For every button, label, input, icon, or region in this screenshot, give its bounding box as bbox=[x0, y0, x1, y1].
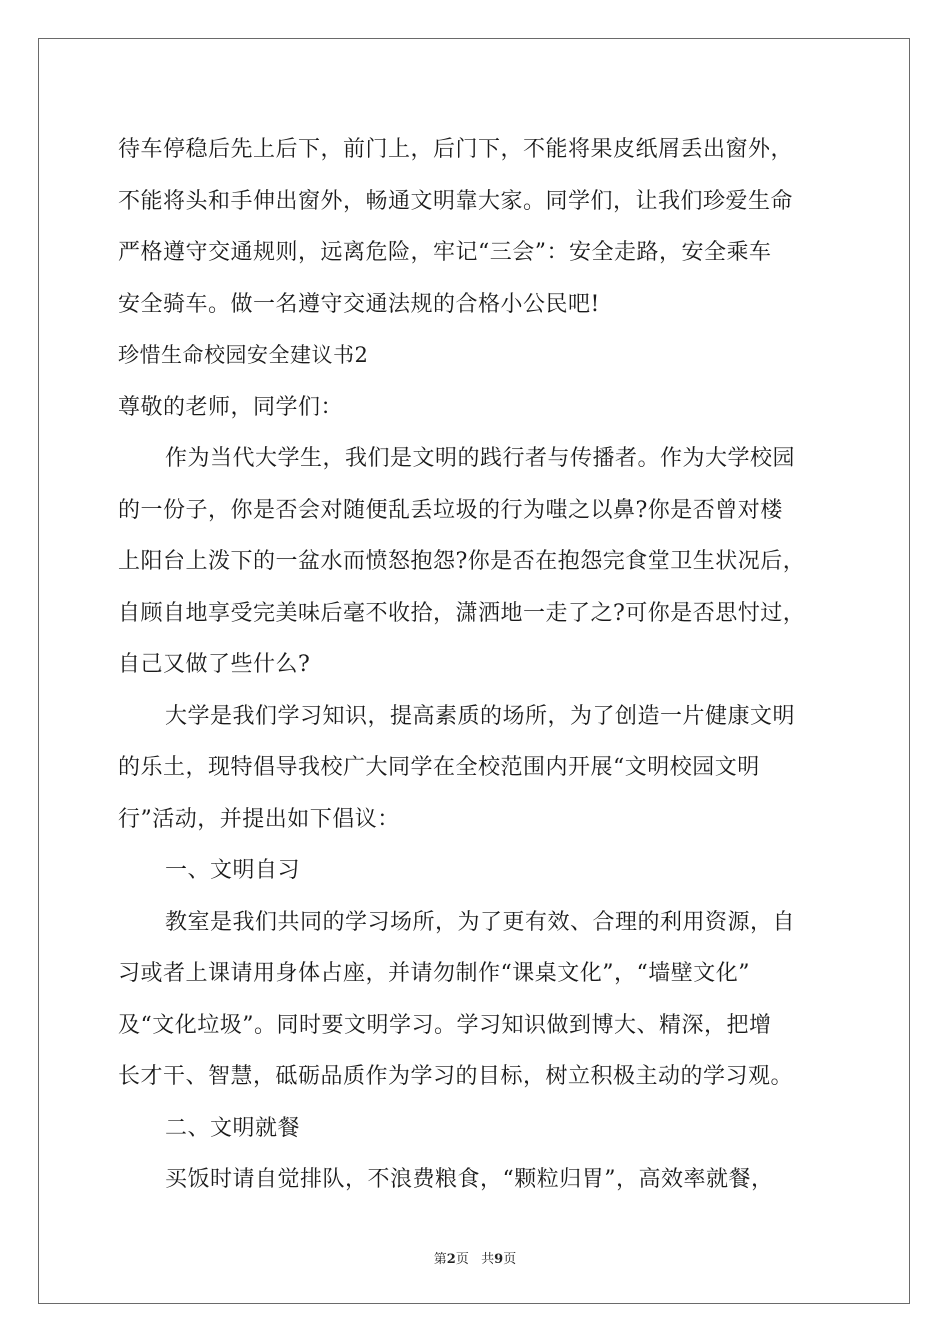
page-unit: 页 bbox=[455, 1252, 469, 1267]
text-line: 待车停稳后先上后下，前门上，后门下，不能将果皮纸屑丢出窗外， bbox=[118, 137, 794, 162]
section-heading: 珍惜生命校园安全建议书2 bbox=[118, 343, 369, 367]
text-line: 自己又做了些什么? bbox=[118, 652, 311, 677]
text-line: 尊敬的老师，同学们： bbox=[118, 394, 344, 420]
total-unit: 页 bbox=[503, 1252, 517, 1267]
text-line: 安全骑车。做一名遵守交通法规的合格小公民吧! bbox=[118, 291, 600, 317]
total-prefix: 共 bbox=[481, 1252, 495, 1267]
current-page-number: 2 bbox=[446, 1252, 456, 1267]
text-line: 买饭时请自觉排队，不浪费粮食，“颗粒归胃”，高效率就餐， bbox=[165, 1167, 774, 1192]
text-line: 一、文明自习 bbox=[165, 858, 301, 883]
text-line: 的乐土，现特倡导我校广大同学在全校范围内开展“文明校园文明 bbox=[118, 755, 760, 780]
total-pages-number: 9 bbox=[494, 1252, 504, 1267]
text-line: 及“文化垃圾”。同时要文明学习。学习知识做到博大、精深，把增 bbox=[118, 1012, 772, 1038]
text-line: 教室是我们共同的学习场所，为了更有效、合理的利用资源，自 bbox=[165, 909, 796, 935]
text-line: 行”活动，并提出如下倡议： bbox=[118, 806, 400, 832]
text-line: 上阳台上泼下的一盆水而愤怒抱怨?你是否在抱怨完食堂卫生状况后， bbox=[118, 549, 806, 574]
page-prefix: 第 bbox=[433, 1252, 447, 1267]
text-line: 不能将头和手伸出窗外，畅通文明靠大家。同学们，让我们珍爱生命 bbox=[118, 188, 794, 214]
text-line: 作为当代大学生，我们是文明的践行者与传播者。作为大学校园 bbox=[165, 446, 796, 471]
text-line: 严格遵守交通规则，远离危险，牢记“三会”：安全走路，安全乘车 bbox=[118, 240, 772, 265]
text-line: 习或者上课请用身体占座，并请勿制作“课桌文化”，“墙壁文化” bbox=[118, 961, 750, 986]
text-line: 二、文明就餐 bbox=[165, 1115, 301, 1141]
text-line: 长才干、智慧，砥砺品质作为学习的目标，树立积极主动的学习观。 bbox=[118, 1064, 794, 1089]
document-body bbox=[118, 124, 838, 1206]
text-line: 大学是我们学习知识，提高素质的场所，为了创造一片健康文明 bbox=[165, 703, 796, 729]
text-line: 自顾自地享受完美味后毫不收拾，潇洒地一走了之?可你是否思忖过， bbox=[118, 600, 806, 626]
page-footer bbox=[0, 1248, 950, 1267]
text-line: 的一份子，你是否会对随便乱丢垃圾的行为嗤之以鼻?你是否曾对楼 bbox=[118, 497, 783, 523]
